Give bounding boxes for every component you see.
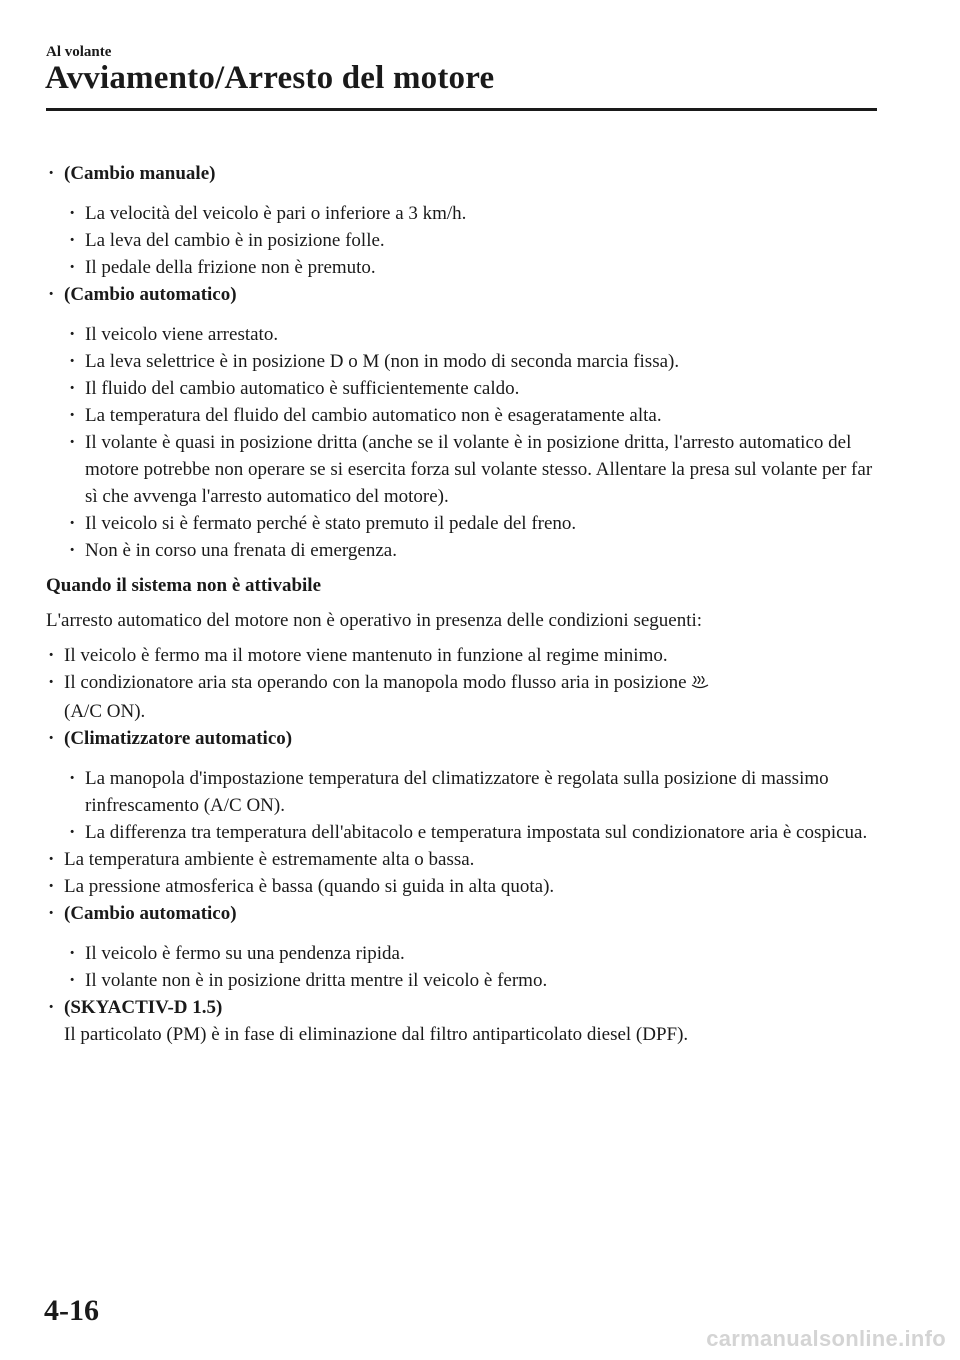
intro-paragraph: L'arresto automatico del motore non è operativo in presenza delle condizioni seguenti: (46, 610, 703, 631)
list-item: · La temperatura del fluido del cambio automatico non è esageratamente alta. (67, 402, 886, 429)
skyactiv-text: Il particolato (PM) è in fase di eliminazione dal filtro antiparticolato diesel (DPF). (64, 1024, 689, 1045)
watermark: carmanualsonline.info (706, 1326, 946, 1351)
list-item: · La manopola d'impostazione temperatura del climatizzatore è regolata sulla posizione di massimo rinfrescamento (A/C ON). (67, 765, 886, 819)
automatic-transmission-heading: · (Cambio automatico) (46, 281, 886, 308)
title-divider (46, 108, 877, 111)
automatic-climate-heading: · (Climatizzatore automatico) (46, 725, 886, 752)
automatic-transmission-heading-2: · (Cambio automatico) (46, 900, 886, 927)
list-item: · Il volante non è in posizione dritta mentre il veicolo è fermo. (67, 967, 886, 994)
skyactiv-heading: · (SKYACTIV-D 1.5) (64, 997, 223, 1018)
list-item: · La differenza tra temperatura dell'abitacolo e temperatura impostata sul condizionatore aria è cospicua. (67, 819, 886, 846)
list-item: · Il volante è quasi in posizione dritta (anche se il volante è in posizione dritta, l'arresto automatico del motore potrebbe non operare se si esercita forza sul volante stesso. Allentare la presa sul volante per far sì che avvenga l'arresto automatico del motore). (67, 429, 886, 510)
page-number: 4-16 (44, 1294, 99, 1327)
list-item: · Il fluido del cambio automatico è sufficientemente caldo. (67, 375, 886, 402)
list-item: · Non è in corso una frenata di emergenza. (67, 537, 886, 564)
list-item: · Il pedale della frizione non è premuto. (67, 254, 886, 281)
list-item-ac-mode (46, 669, 886, 725)
list-item: · Il veicolo viene arrestato. (67, 321, 886, 348)
list-item: · La pressione atmosferica è bassa (quando si guida in alta quota). (46, 873, 886, 900)
manual-transmission-heading: · (Cambio manuale) (46, 160, 886, 187)
list-item: · La leva del cambio è in posizione folle. (67, 227, 886, 254)
list-item: · Il veicolo è fermo su una pendenza ripida. (67, 940, 886, 967)
list-item: · La leva selettrice è in posizione D o M (non in modo di seconda marcia fissa). (67, 348, 886, 375)
ac-mode-text: Il condizionatore aria sta operando con la manopola modo flusso aria in posizione (64, 672, 687, 693)
list-item: · La temperatura ambiente è estremamente alta o bassa. (46, 846, 886, 873)
list-item: · Il veicolo si è fermato perché è stato premuto il pedale del freno. (67, 510, 886, 537)
skyactiv-item (46, 994, 886, 1048)
list-item: · Il veicolo è fermo ma il motore viene mantenuto in funzione al regime minimo. (46, 642, 886, 669)
section-label: Al volante (46, 44, 112, 60)
defrost-fan-icon (691, 671, 709, 698)
list-item: · La velocità del veicolo è pari o inferiore a 3 km/h. (67, 200, 886, 227)
page-content (46, 160, 886, 1048)
section-heading: Quando il sistema non è attivabile (46, 575, 321, 596)
ac-mode-suffix: (A/C ON). (64, 701, 146, 722)
page-title: Avviamento/Arresto del motore (45, 60, 495, 96)
